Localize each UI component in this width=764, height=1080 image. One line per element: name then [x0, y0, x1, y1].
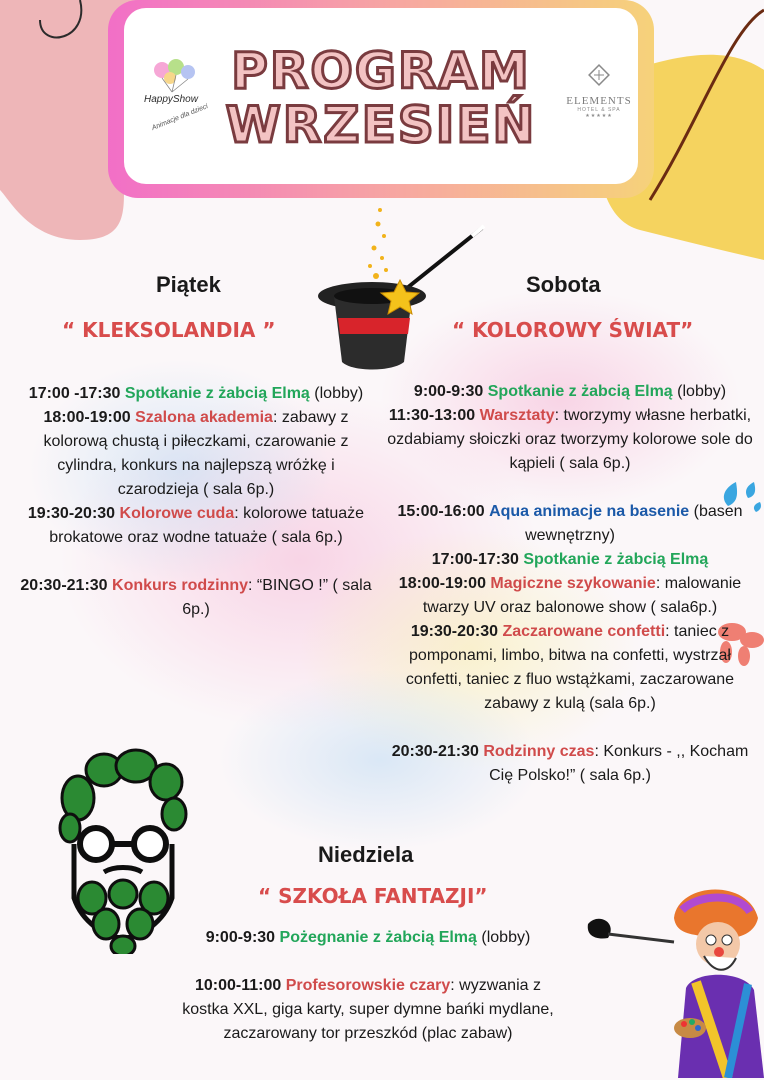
friday-theme: “ KLEKSOLANDIA ” [62, 318, 276, 342]
balloons-icon [148, 58, 200, 94]
elements-logo [558, 62, 640, 119]
elements-stars: ★★★★★ [585, 113, 613, 119]
schedule-event [20, 382, 372, 406]
event-description: : tworzymy własne herbatki, ozdabiamy słoiczki oraz tworzymy kolorowe sole do kąpieli ( sala 6p.) [387, 407, 753, 472]
sunday-schedule [180, 926, 556, 1046]
event-time: 19:30-20:30 [410, 623, 498, 640]
event-time: 20:30-21:30 [20, 577, 108, 594]
happyshow-tagline: Animacje dla dzieci [150, 103, 210, 132]
event-title: Spotkanie z żabcią Elmą [523, 551, 709, 568]
schedule-event [384, 500, 756, 548]
event-title: Szalona akademia [135, 409, 273, 426]
saturday-heading: Sobota [526, 272, 601, 297]
event-time: 10:00-11:00 [195, 977, 282, 994]
event-time: 19:30-20:30 [27, 505, 116, 522]
event-time: 18:00-19:00 [43, 409, 131, 426]
event-title: Zaczarowane confetti [502, 623, 666, 640]
schedule-event [20, 502, 372, 550]
schedule-event [180, 974, 556, 1046]
hop-beard-face-icon [56, 748, 190, 954]
magic-hat-icon [312, 200, 492, 380]
elements-subtitle: HOTEL & SPA [577, 107, 621, 113]
spacer [384, 476, 756, 500]
spacer [384, 716, 756, 740]
event-time: 11:30-13:00 [388, 407, 476, 424]
event-time: 17:00 -17:30 [28, 385, 121, 402]
schedule-event [384, 740, 756, 788]
sunday-theme: “ SZKOŁA FANTAZJI” [258, 884, 488, 908]
event-time: 18:00-19:00 [398, 575, 486, 592]
schedule-event [384, 380, 756, 404]
sunday-heading: Niedziela [318, 842, 414, 867]
event-title: Spotkanie z żabcią Elmą [487, 383, 673, 400]
event-description: (lobby) [481, 929, 531, 946]
event-title: Aqua animacje na basenie [489, 503, 690, 520]
schedule-event [384, 548, 756, 572]
event-time: 17:00-17:30 [431, 551, 519, 568]
month-title: WRZESIEŃ [225, 96, 537, 154]
event-title: Warsztaty [479, 407, 555, 424]
spacer [20, 550, 372, 574]
spacer [180, 950, 556, 974]
schedule-event [20, 574, 372, 622]
happyshow-name: HappyShow [144, 94, 198, 105]
event-description: : “BINGO !” ( sala 6p.) [182, 577, 372, 618]
happyshow-logo [144, 58, 210, 148]
schedule-event [180, 926, 556, 950]
event-time: 20:30-21:30 [391, 743, 479, 760]
event-description: : Konkurs - ,, Kocham Cię Polsko!” ( sala 6p.) [489, 743, 749, 784]
painter-clown-icon [578, 878, 764, 1078]
saturday-theme: “ KOLOROWY ŚWIAT” [452, 318, 694, 342]
event-title: Konkurs rodzinny [112, 577, 249, 594]
event-description: (lobby) [677, 383, 727, 400]
event-description: : malowanie twarzy UV oraz balonowe show ( sala6p.) [422, 575, 742, 616]
event-title: Pożegnanie z żabcią Elmą [279, 929, 477, 946]
event-title: Magiczne szykowanie [490, 575, 656, 592]
event-title: Kolorowe cuda [119, 505, 235, 522]
event-title: Profesorowskie czary [285, 977, 451, 994]
event-description: (lobby) [314, 385, 364, 402]
schedule-event [384, 620, 756, 716]
friday-heading: Piątek [156, 272, 221, 297]
schedule-event [384, 572, 756, 620]
event-time: 9:00-9:30 [205, 929, 276, 946]
event-time: 15:00-16:00 [397, 503, 485, 520]
event-title: Rodzinny czas [483, 743, 595, 760]
schedule-event [384, 404, 756, 476]
elements-emblem-icon [584, 62, 614, 90]
event-time: 9:00-9:30 [413, 383, 484, 400]
event-title: Spotkanie z żabcią Elmą [124, 385, 310, 402]
program-title: PROGRAM [231, 42, 531, 100]
event-description: : wyzwania z kostka XXL, giga karty, super dymne bańki mydlane, zaczarowany tor przeszkód (plac zabaw) [182, 977, 554, 1042]
event-description: : zabawy z kolorową chustą i piłeczkami, czarowanie z cylindra, konkurs na najlepszą wróżkę i czarodzieja ( sala 6p.) [43, 409, 349, 498]
event-description: (basen wewnętrzny) [525, 503, 743, 544]
schedule-event [20, 406, 372, 502]
event-description: : taniec z pomponami, limbo, bitwa na confetti, wystrzał confetti, taniec z fluo wstążkami, zaczarowane zabawy z kulą (sala 6p.) [405, 623, 735, 712]
saturday-schedule [384, 380, 756, 788]
event-description: : kolorowe tatuaże brokatowe oraz wodne tatuaże ( sala 6p.) [49, 505, 365, 546]
elements-name: ELEMENTS [566, 95, 632, 107]
friday-schedule [20, 382, 372, 622]
